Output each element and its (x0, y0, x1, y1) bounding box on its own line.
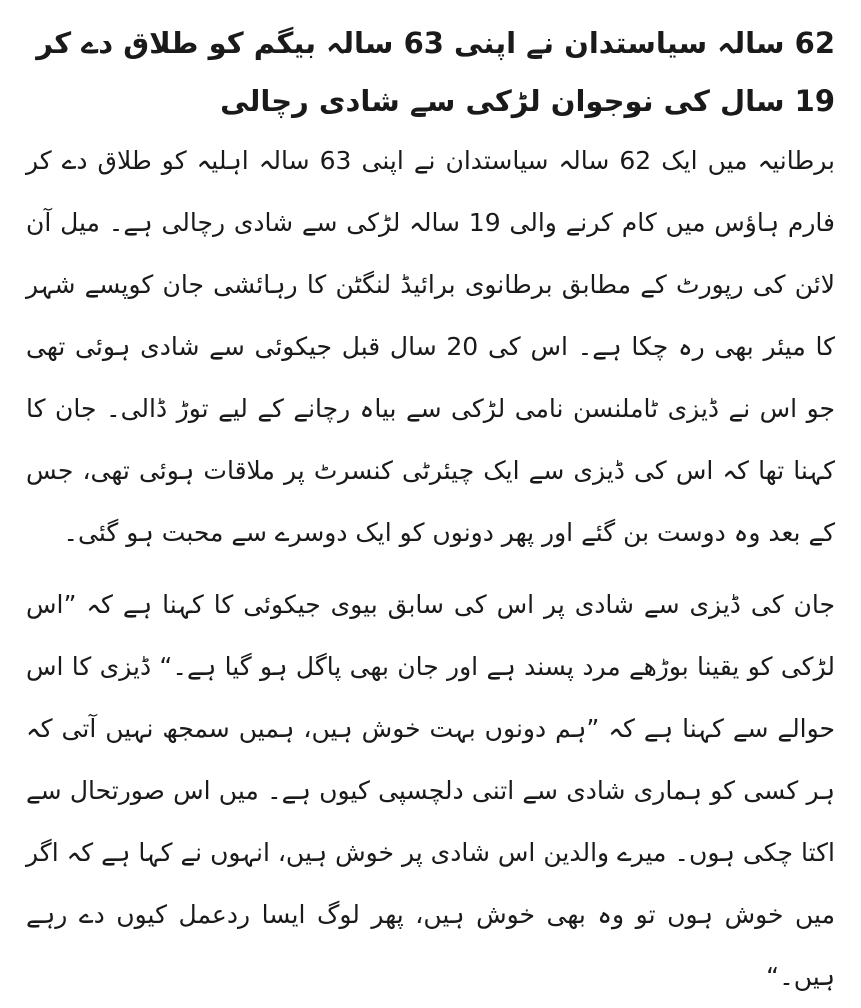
article-headline: 62 سالہ سیاستدان نے اپنی 63 سالہ بیگم کو طلاق دے کر 19 سال کی نوجوان لڑکی سے شادی رچالی (36, 26, 835, 118)
article-paragraph-2: جان کی ڈیزی سے شادی پر اس کی سابق بیوی جیکوئی کا کہنا ہے کہ ”اس لڑکی کو یقینا بوڑھے مرد پسند ہے اور جان بھی پاگل ہو گیا ہے۔“ ڈیزی کا اس حوالے سے کہنا ہے کہ ”ہم دونوں بہت خوش ہیں، ہمیں سمجھ نہیں آتی کہ ہر کسی کو ہماری شادی سے اتنی دلچسپی کیوں ہے۔ میں اس صورتحال سے اکتا چکی ہوں۔ میرے والدین اس شادی پر خوش ہیں، انہوں نے کہا ہے کہ اگر میں خوش ہوں تو وہ بھی خوش ہیں، پھر لوگ ایسا ردعمل کیوں دے رہے ہیں۔“ (26, 590, 835, 991)
article-paragraph-1: برطانیہ میں ایک 62 سالہ سیاستدان نے اپنی 63 سالہ اہلیہ کو طلاق دے کر فارم ہاؤس میں کام کرنے والی 19 سالہ لڑکی سے شادی رچالی ہے۔ میل آن لائن کی رپورٹ کے مطابق برطانوی برائیڈ لنگٹن کا رہائشی جان کوپسے شہر کا میئر بھی رہ چکا ہے۔ اس کی 20 سال قبل جیکوئی سے شادی ہوئی تھی جو اس نے ڈیزی ٹاملنسن نامی لڑکی سے بیاہ رچانے کے لیے توڑ ڈالی۔ جان کا کہنا تھا کہ اس کی ڈیزی سے ایک چیئرٹی کنسرٹ پر ملاقات ہوئی تھی، جس کے بعد وہ دوست بن گئے اور پھر دونوں کو ایک دوسرے سے محبت ہو گئی۔ (26, 146, 836, 547)
